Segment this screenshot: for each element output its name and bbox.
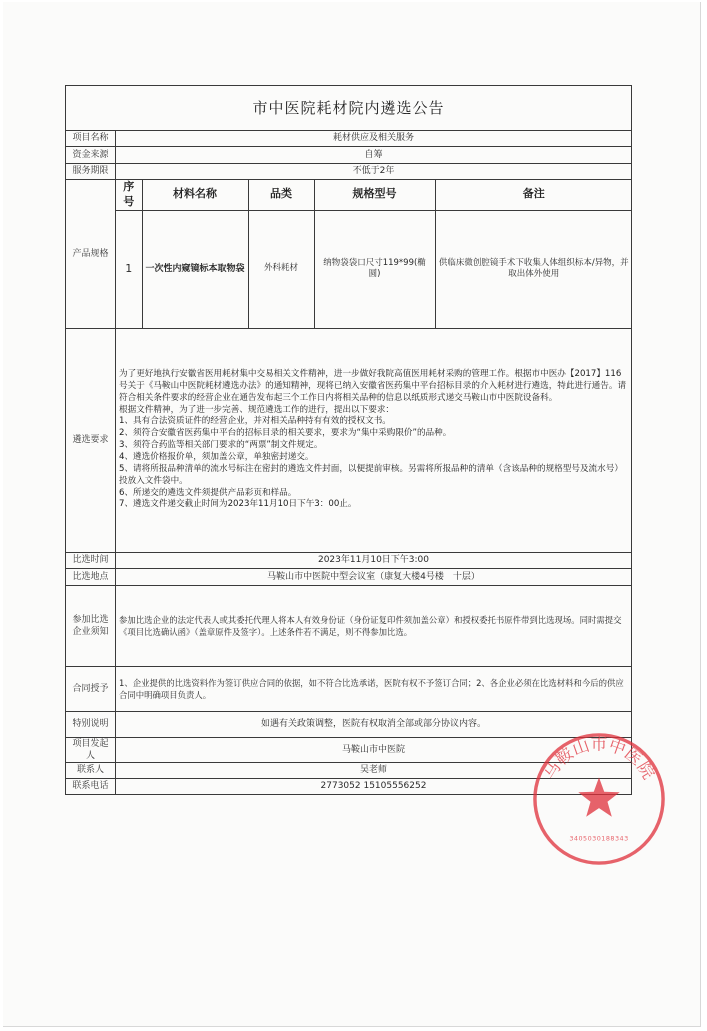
svg-text:马鞍山市中医院	[539, 734, 659, 783]
selection-place-value: 马鞍山市中医院中型会议室（康复大楼4号楼 十层）	[116, 568, 632, 585]
header-spec-model: 规格型号	[314, 180, 435, 210]
header-category: 品类	[248, 180, 314, 210]
requirement-item: 3、须符合药监等相关部门要求的“两票”制文件规定。	[119, 440, 323, 451]
announcement-title: 市中医院耗材院内遴选公告	[66, 86, 632, 131]
service-period-label: 服务期限	[66, 164, 116, 180]
special-note-label: 特别说明	[66, 711, 116, 737]
requirement-item: 7、遴选文件递交截止时间为2023年11月10日下午3：00止。	[119, 499, 357, 510]
contact-label: 联系人	[66, 762, 116, 778]
contact-value: 吴老师	[116, 762, 632, 778]
row-remark: 供临床微创腔镜手术下收集人体组织标本/异物，并取出体外使用	[435, 210, 632, 328]
product-spec-table	[116, 180, 632, 328]
phone-label: 联系电话	[66, 778, 116, 794]
contract-award-text: 1、企业提供的比选资料作为签订供应合同的依据，如不符合比选承诺，医院有权不予签订合同；2、各企业必须在比选材料和今后的供应合同中明确项目负责人。	[116, 666, 632, 711]
requirement-item: 2、须符合安徽省医药集中平台的招标目录的相关要求，要求为“集中采购限价”的品种。	[119, 428, 452, 439]
selection-time-value: 2023年11月10日下午3:00	[116, 552, 632, 568]
special-note-text: 如遇有关政策调整，医院有权取消全部或部分协议内容。	[116, 711, 632, 737]
table-row	[116, 210, 632, 328]
product-spec-cell	[116, 180, 632, 329]
header-remark: 备注	[435, 180, 632, 210]
funding-source-value: 自筹	[116, 147, 632, 164]
requirement-item: 4、遴选价格报价单，须加盖公章，单独密封递交。	[119, 452, 314, 463]
notice-text: 参加比选企业的法定代表人或其委托代理人将本人有效身份证（身份证复印件须加盖公章）和授权委托书原件带到比选现场。同时需提交《项目比选确认函》（盖章原件及签字）。上述条件若不满足，则不得参加比选。	[116, 585, 632, 666]
project-name-value: 耗材供应及相关服务	[116, 131, 632, 147]
notice-label: 参加比选企业须知	[66, 585, 116, 666]
contract-award-label: 合同授予	[66, 666, 116, 711]
requirement-item: 6、所递交的遴选文件须提供产品彩页和样品。	[119, 487, 297, 498]
row-spec-model: 纳物袋袋口尺寸119*99(椭圆)	[314, 210, 435, 328]
phone-value: 2773052 15105556252	[116, 778, 632, 794]
requirements-text	[116, 328, 632, 552]
document-page	[3, 2, 701, 1027]
header-material-name: 材料名称	[142, 180, 248, 210]
header-index: 序号	[116, 180, 142, 210]
initiator-label: 项目发起人	[66, 737, 116, 762]
service-period-value: 不低于2年	[116, 164, 632, 180]
selection-time-label: 比选时间	[66, 552, 116, 568]
funding-source-label: 资金来源	[66, 147, 116, 164]
row-material-name: 一次性内窥镜标本取物袋	[142, 210, 248, 328]
initiator-value: 马鞍山市中医院	[116, 737, 632, 762]
row-index: 1	[116, 210, 142, 328]
seal-number: 3405030188343	[569, 834, 629, 843]
spec-header-row	[116, 180, 632, 210]
announcement-form	[65, 85, 632, 795]
requirements-label: 遴选要求	[66, 328, 116, 552]
official-seal	[530, 730, 668, 868]
requirement-item: 5、请将所报品种清单的流水号标注在密封的遴选文件封面，以便提前审核。另需将所报品种的清单（含该品种的规格型号及流水号）投放入文件袋中。	[119, 463, 623, 486]
selection-place-label: 比选地点	[66, 568, 116, 585]
project-name-label: 项目名称	[66, 131, 116, 147]
requirements-lead: 根据文件精神，为了进一步完善、规范遴选工作的进行，提出以下要求：	[119, 404, 395, 415]
row-category: 外科耗材	[248, 210, 314, 328]
requirements-intro: 为了更好地执行安徽省医用耗材集中交易相关文件精神，进一步做好我院高值医用耗材采购的管理工作。根据市中医办【2017】116号关于《马鞍山中医院耗材遴选办法》的通知精神，现将已纳入安徽省医药集中平台招标目录的介入耗材进行遴选，特此进行通告。请符合相关条件要求的经营企业在通告发布起三个工作日内将相关品种的信息以纸质形式递交马鞍山市中医院设备科。	[119, 369, 627, 403]
product-spec-label: 产品规格	[66, 180, 116, 329]
seal-text: 马鞍山市中医院	[538, 733, 660, 783]
requirement-item: 1、具有合法资质证件的经营企业，并对相关品种持有有效的授权文书。	[119, 416, 391, 427]
